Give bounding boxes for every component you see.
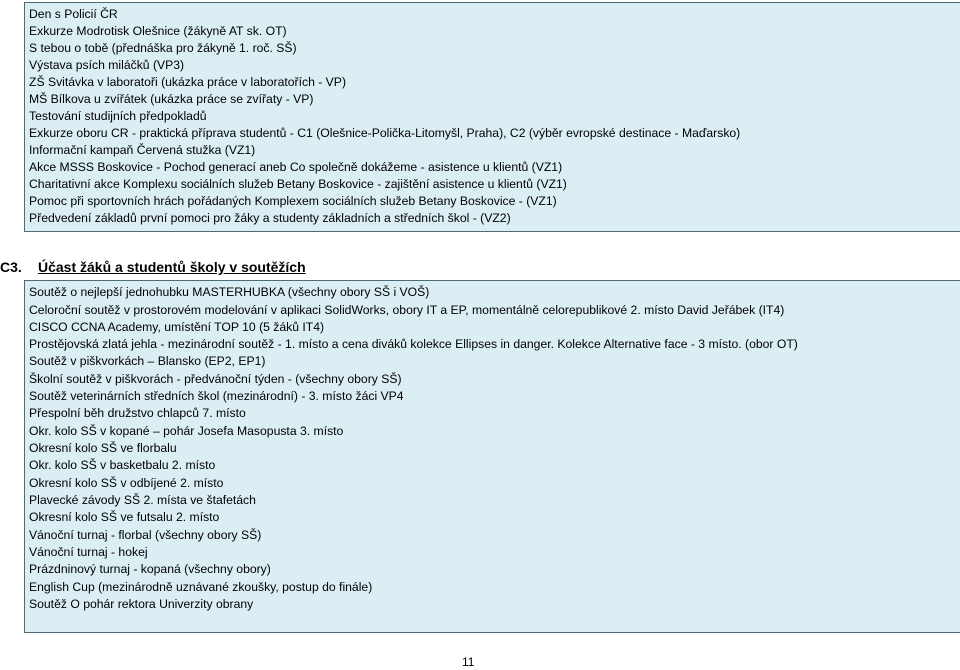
page-number: 11 xyxy=(462,655,475,669)
activity-line: Charitativní akce Komplexu sociálních služeb Betany Boskovice - zajištění asistence u klientů (VZ1) xyxy=(29,177,567,191)
competitions-box xyxy=(24,280,960,633)
section-number: C3. xyxy=(0,259,22,275)
competition-line: Okr. kolo SŠ v kopané – pohár Josefa Masopusta 3. místo xyxy=(29,424,344,438)
activity-line: ZŠ Svitávka v laboratoři (ukázka práce v laboratořích - VP) xyxy=(29,75,346,89)
competition-line: Plavecké závody SŠ 2. místa ve štafetách xyxy=(29,493,256,507)
activity-line: Informační kampaň Červená stužka (VZ1) xyxy=(29,143,256,157)
competition-line: CISCO CCNA Academy, umístění TOP 10 (5 žáků IT4) xyxy=(29,320,325,334)
competition-line: Okresní kolo SŠ ve futsalu 2. místo xyxy=(29,510,220,524)
competition-line: Prázdninový turnaj - kopaná (všechny obory) xyxy=(29,562,271,576)
competition-line: Okr. kolo SŠ v basketbalu 2. místo xyxy=(29,458,216,472)
activity-line: Exkurze oboru CR - praktická příprava studentů - C1 (Olešnice-Polička-Litomyšl, Praha), C2 (výběr evropské destinace - Maďarsko) xyxy=(29,126,741,140)
competition-line: Prostějovská zlatá jehla - mezinárodní soutěž - 1. místo a cena diváků kolekce Ellipses in danger. Kolekce Alternative face - 3 místo. (obor OT) xyxy=(29,337,798,351)
section-heading xyxy=(0,259,306,275)
competition-line: Přespolní běh družstvo chlapců 7. místo xyxy=(29,406,246,420)
activity-line: Exkurze Modrotisk Olešnice (žákyně AT sk. OT) xyxy=(29,24,287,38)
competition-line: Vánoční turnaj - florbal (všechny obory SŠ) xyxy=(29,528,262,542)
competition-line: Soutěž O pohár rektora Univerzity obrany xyxy=(29,597,254,611)
activity-line: MŠ Bílkova u zvířátek (ukázka práce se zvířaty - VP) xyxy=(29,92,314,106)
activities-box xyxy=(24,2,960,232)
competition-line: Soutěž v piškvorkách – Blansko (EP2, EP1) xyxy=(29,354,266,368)
competition-line: Soutěž o nejlepší jednohubku MASTERHUBKA (všechny obory SŠ i VOŠ) xyxy=(29,285,430,299)
activity-line: Akce MSSS Boskovice - Pochod generací aneb Co společně dokážeme - asistence u klientů (VZ1) xyxy=(29,160,563,174)
section-title: Účast žáků a studentů školy v soutěžích xyxy=(38,259,306,275)
activity-line: Pomoc při sportovních hrách pořádaných Komplexem sociálních služeb Betany Boskovice - (VZ1) xyxy=(29,194,557,208)
competition-line: English Cup (mezinárodně uznávané zkoušky, postup do finále) xyxy=(29,580,373,594)
competition-line: Soutěž veterinárních středních škol (mezinárodní) - 3. místo žáci VP4 xyxy=(29,389,404,403)
activity-line: Výstava psích miláčků (VP3) xyxy=(29,58,185,72)
competition-line: Okresní kolo SŠ v odbíjené 2. místo xyxy=(29,476,224,490)
activity-line: Předvedení základů první pomoci pro žáky a studenty základních a středních škol - (VZ2) xyxy=(29,211,511,225)
competition-line: Vánoční turnaj - hokej xyxy=(29,545,148,559)
competition-line: Okresní kolo SŠ ve florbalu xyxy=(29,441,177,455)
activity-line: Testování studijních předpokladů xyxy=(29,109,207,123)
competition-line: Školní soutěž v piškvorách - předvánoční týden - (všechny obory SŠ) xyxy=(29,372,402,386)
activity-line: Den s Policií ČR xyxy=(29,7,118,21)
activity-line: S tebou o tobě (přednáška pro žákyně 1. roč. SŠ) xyxy=(29,41,297,55)
competition-line: Celoroční soutěž v prostorovém modelování v aplikaci SolidWorks, obory IT a EP, momentálně celorepublikové 2. místo David Jeřábek (IT4) xyxy=(29,303,785,317)
